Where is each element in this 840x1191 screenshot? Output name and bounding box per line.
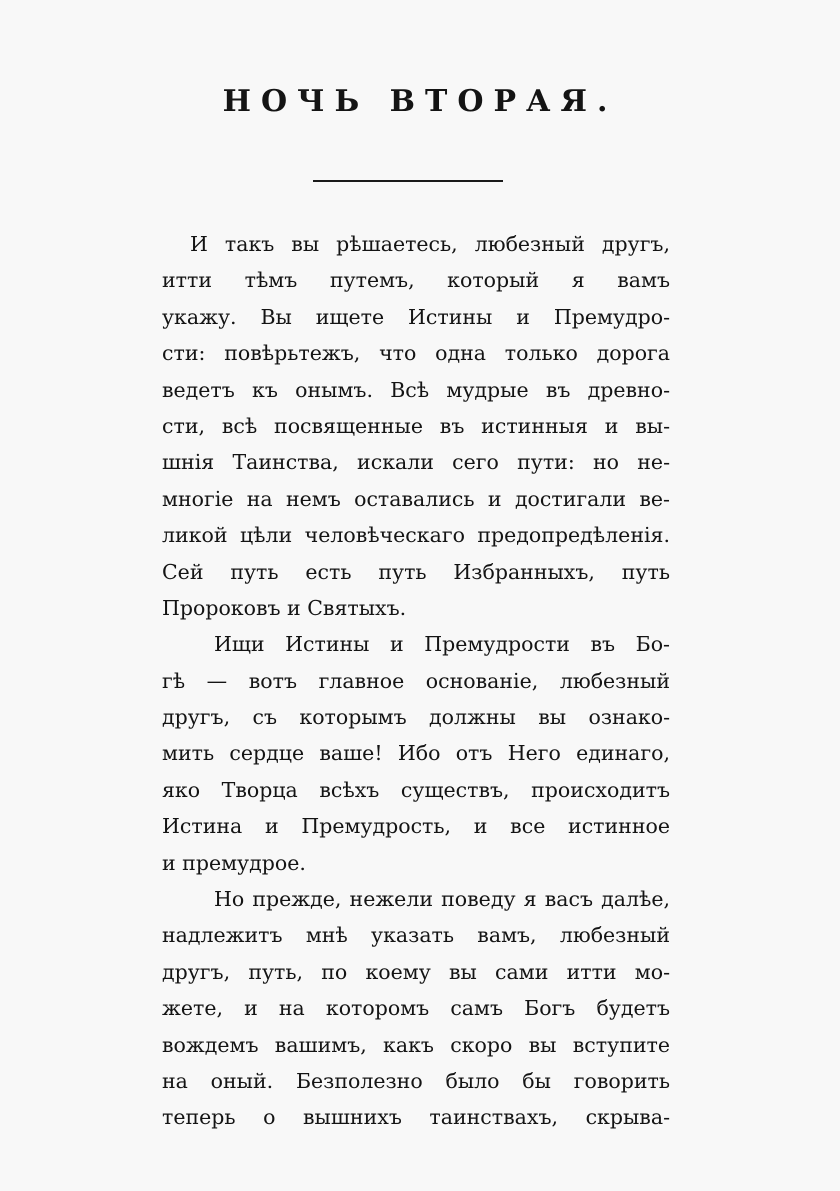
text-line: ведетъ къ онымъ. Всѣ мудрые въ древно- — [162, 377, 670, 402]
text-line: теперь о вышнихъ таинствахъ, скрыва- — [162, 1105, 670, 1130]
text-line: сти: повѣрьтежъ, что одна только дорога — [162, 341, 670, 366]
text-line: другъ, съ которымъ должны вы ознако- — [162, 705, 670, 730]
chapter-title: НОЧЬ ВТОРАЯ. — [222, 84, 618, 119]
text-line: Сей путь есть путь Избранныхъ, путь — [162, 559, 670, 584]
body-text — [162, 226, 670, 1136]
text-line: вождемъ вашимъ, какъ скоро вы вступите — [162, 1032, 670, 1057]
text-line: многіе на немъ оставались и достигали ве- — [162, 486, 670, 511]
text-line: итти тѣмъ путемъ, который я вамъ — [162, 268, 670, 293]
text-line: на оный. Безполезно было бы говорить — [162, 1068, 670, 1093]
text-line: Пророковъ и Святыхъ. — [162, 595, 407, 620]
text-line: и премудрое. — [162, 850, 306, 875]
text-line: Ищи Истины и Премудрости въ Бо- — [214, 632, 670, 657]
text-line: надлежитъ мнѣ указать вамъ, любезный — [162, 923, 670, 948]
text-line: яко Творца всѣхъ существъ, происходитъ — [162, 777, 670, 802]
text-line: мить сердце ваше! Ибо отъ Него единаго, — [162, 741, 670, 766]
text-line: ликой цѣли человѣческаго предопредѣленія. — [162, 523, 670, 548]
text-line: Но прежде, нежели поведу я васъ далѣе, — [214, 887, 670, 912]
title-divider — [313, 180, 503, 182]
text-line: сти, всѣ посвященные въ истинныя и вы- — [162, 413, 670, 438]
text-line: укажу. Вы ищете Истины и Премудро- — [162, 304, 670, 329]
text-line: другъ, путь, по коему вы сами итти мо- — [162, 959, 670, 984]
text-line: И такъ вы рѣшаетесь, любезный другъ, — [190, 232, 670, 256]
text-line: Истина и Премудрость, и все истинное — [162, 814, 670, 839]
text-line: жете, и на которомъ самъ Богъ будетъ — [162, 996, 670, 1021]
text-line: шнія Таинства, искали сего пути: но не- — [162, 450, 670, 475]
text-line: гѣ — вотъ главное основаніе, любезный — [162, 668, 670, 693]
